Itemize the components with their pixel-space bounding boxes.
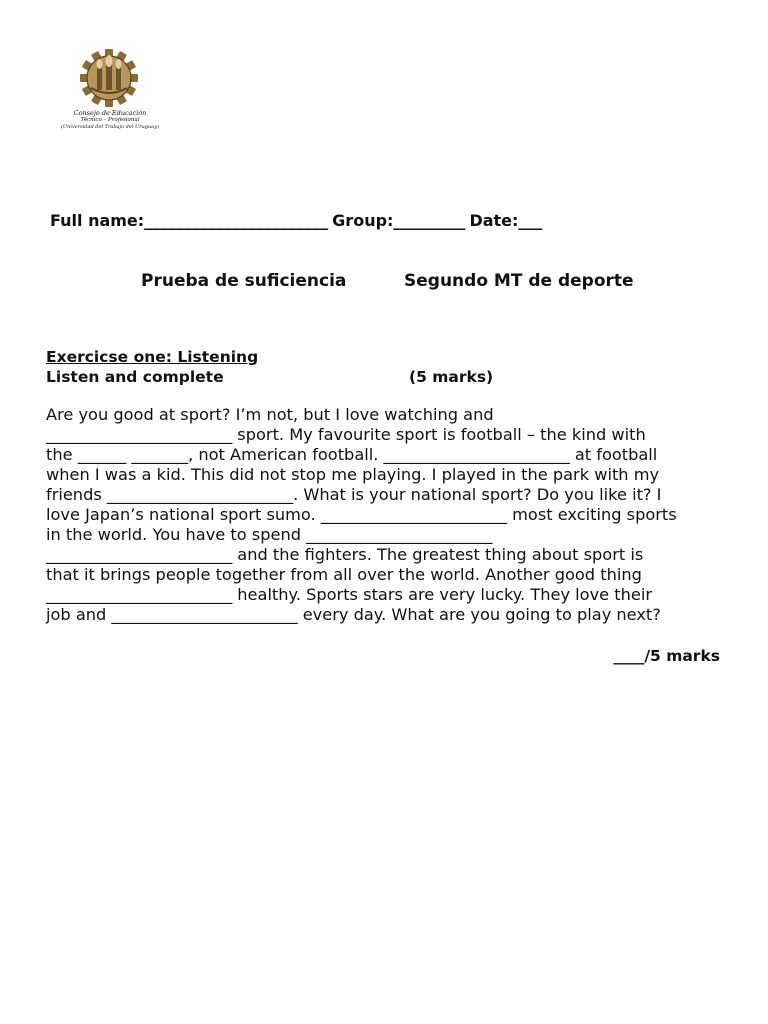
logo-caption-line: Técnico – Profesional bbox=[80, 117, 140, 123]
exercise-instruction: Listen and complete bbox=[46, 368, 224, 386]
passage-line[interactable]: job and _______________________ every day. What are you going to play next? bbox=[46, 605, 661, 624]
passage-line[interactable]: in the world. You have to spend _______________________ bbox=[46, 525, 493, 544]
test-subtitle: Segundo MT de deporte bbox=[404, 271, 634, 291]
logo-caption-line: (Universidad del Trabajo del Uruguay) bbox=[60, 124, 160, 130]
group-field[interactable]: Group:_________ bbox=[332, 211, 466, 230]
gear-emblem-icon bbox=[76, 48, 142, 108]
listening-passage bbox=[46, 405, 736, 625]
exercise-heading: Exercicse one: Listening bbox=[46, 348, 259, 366]
full-name-field[interactable]: Full name:_______________________ bbox=[50, 211, 329, 230]
passage-line[interactable]: _______________________ healthy. Sports stars are very lucky. They love their bbox=[46, 585, 652, 604]
logo-caption bbox=[60, 110, 160, 131]
passage-line[interactable]: friends _______________________. What is your national sport? Do you like it? I bbox=[46, 485, 662, 504]
test-title: Prueba de suficiencia bbox=[141, 271, 347, 291]
logo-caption-line: Consejo de Educación bbox=[73, 109, 147, 117]
student-info-line bbox=[50, 211, 546, 230]
passage-line[interactable]: _______________________ sport. My favourite sport is football – the kind with bbox=[46, 425, 646, 444]
passage-line: that it brings people together from all over the world. Another good thing bbox=[46, 565, 642, 584]
date-field[interactable]: Date:___ bbox=[469, 211, 543, 230]
passage-line: when I was a kid. This did not stop me playing. I played in the park with my bbox=[46, 465, 660, 484]
passage-line[interactable]: _______________________ and the fighters. The greatest thing about sport is bbox=[46, 545, 644, 564]
passage-line[interactable]: love Japan’s national sport sumo. _______________________ most exciting sports bbox=[46, 505, 677, 524]
passage-line[interactable]: the ______ _______, not American football. _______________________ at football bbox=[46, 445, 658, 464]
exercise-marks: (5 marks) bbox=[409, 368, 494, 386]
passage-line: Are you good at sport? I’m not, but I love watching and bbox=[46, 405, 494, 424]
score-field[interactable]: ____/5 marks bbox=[613, 647, 720, 665]
institution-logo bbox=[60, 48, 160, 140]
